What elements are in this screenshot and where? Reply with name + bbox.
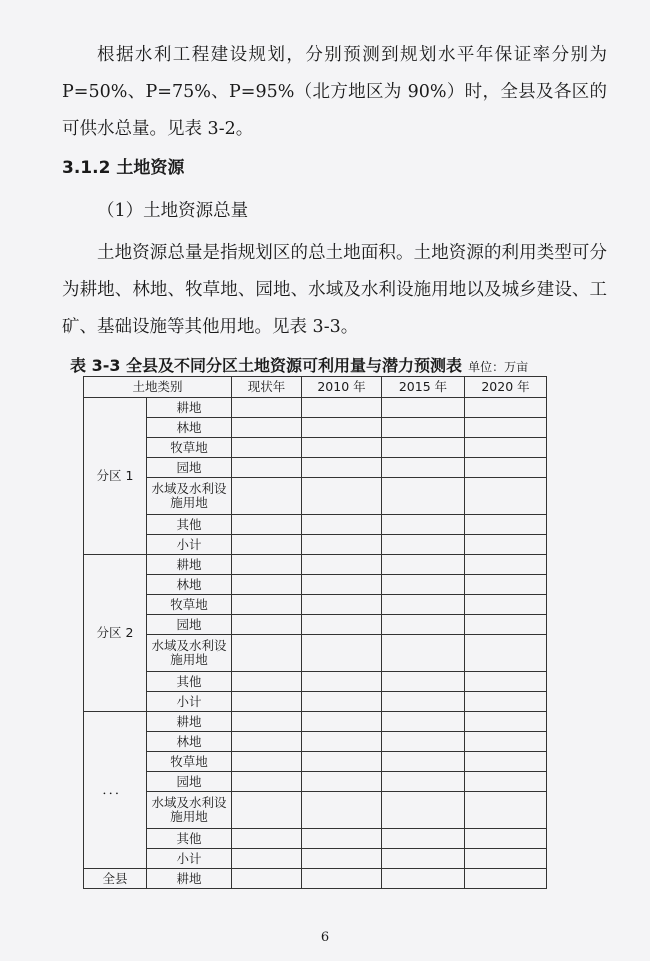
value-cell: [232, 555, 302, 575]
table-row: [84, 398, 547, 418]
value-cell: [302, 575, 382, 595]
value-cell: [232, 792, 302, 829]
value-cell: [302, 849, 382, 869]
header-col-2015: 2015 年: [382, 377, 465, 398]
land-type-label: 水域及水利设施用地: [147, 635, 232, 672]
value-cell: [465, 635, 547, 672]
value-cell: [465, 712, 547, 732]
value-cell: [465, 692, 547, 712]
value-cell: [232, 869, 302, 889]
land-type-label: 其他: [147, 672, 232, 692]
value-cell: [382, 398, 465, 418]
value-cell: [232, 418, 302, 438]
table-row: [84, 535, 547, 555]
table-unit: 单位：万亩: [468, 360, 529, 374]
value-cell: [465, 752, 547, 772]
value-cell: [232, 478, 302, 515]
value-cell: [232, 535, 302, 555]
land-type-label: 小计: [147, 849, 232, 869]
value-cell: [382, 458, 465, 478]
land-type-label: 耕地: [147, 712, 232, 732]
subsection-heading: （1）土地资源总量: [97, 201, 249, 221]
table-row: [84, 615, 547, 635]
header-col-current: 现状年: [232, 377, 302, 398]
land-type-label: 林地: [147, 575, 232, 595]
value-cell: [382, 849, 465, 869]
value-cell: [465, 398, 547, 418]
value-cell: [382, 792, 465, 829]
table-row: [84, 792, 547, 829]
land-type-label: 其他: [147, 515, 232, 535]
value-cell: [465, 869, 547, 889]
value-cell: [465, 575, 547, 595]
value-cell: [382, 595, 465, 615]
value-cell: [302, 418, 382, 438]
value-cell: [382, 478, 465, 515]
value-cell: [232, 829, 302, 849]
value-cell: [382, 418, 465, 438]
group-label: 分区 1: [84, 398, 147, 555]
value-cell: [465, 829, 547, 849]
land-type-label: 林地: [147, 732, 232, 752]
value-cell: [465, 772, 547, 792]
value-cell: [232, 575, 302, 595]
value-cell: [465, 458, 547, 478]
value-cell: [302, 438, 382, 458]
table-row: [84, 635, 547, 672]
land-type-label: 林地: [147, 418, 232, 438]
value-cell: [302, 555, 382, 575]
group-label: 分区 2: [84, 555, 147, 712]
value-cell: [302, 712, 382, 732]
value-cell: [465, 515, 547, 535]
header-col-2020: 2020 年: [465, 377, 547, 398]
value-cell: [302, 772, 382, 792]
header-land-type: 土地类别: [84, 377, 232, 398]
value-cell: [232, 515, 302, 535]
land-type-label: 其他: [147, 829, 232, 849]
value-cell: [465, 849, 547, 869]
land-type-label: 牧草地: [147, 752, 232, 772]
value-cell: [382, 555, 465, 575]
table-row: [84, 555, 547, 575]
value-cell: [302, 792, 382, 829]
land-type-label: 园地: [147, 772, 232, 792]
value-cell: [232, 615, 302, 635]
land-type-label: 耕地: [147, 555, 232, 575]
value-cell: [382, 535, 465, 555]
value-cell: [302, 535, 382, 555]
value-cell: [232, 752, 302, 772]
group-label: ．．．: [84, 712, 147, 869]
value-cell: [232, 635, 302, 672]
table-row: [84, 752, 547, 772]
table-row: [84, 595, 547, 615]
land-type-label: 水域及水利设施用地: [147, 792, 232, 829]
land-type-label: 园地: [147, 615, 232, 635]
value-cell: [232, 692, 302, 712]
table-caption-title: 表 3-3 全县及不同分区土地资源可利用量与潜力预测表: [70, 356, 463, 375]
table-row: [84, 732, 547, 752]
paragraph-land-resources: 土地资源总量是指规划区的总土地面积。土地资源的利用类型可分为耕地、林地、牧草地、园地、水域及水利设施用地以及城乡建设、工矿、基础设施等其他用地。见表 3-3。: [62, 243, 607, 337]
value-cell: [232, 849, 302, 869]
table-row: [84, 692, 547, 712]
value-cell: [302, 478, 382, 515]
value-cell: [302, 615, 382, 635]
value-cell: [465, 792, 547, 829]
section-heading: 3.1.2 土地资源: [62, 158, 185, 178]
value-cell: [465, 438, 547, 458]
value-cell: [382, 869, 465, 889]
table-row: [84, 515, 547, 535]
value-cell: [465, 535, 547, 555]
value-cell: [232, 458, 302, 478]
value-cell: [302, 635, 382, 672]
land-type-label: 水域及水利设施用地: [147, 478, 232, 515]
table-row: [84, 438, 547, 458]
value-cell: [382, 772, 465, 792]
value-cell: [382, 575, 465, 595]
group-label: 全县: [84, 869, 147, 889]
value-cell: [302, 515, 382, 535]
table-caption: [70, 353, 528, 376]
table-header-row: [84, 377, 547, 398]
value-cell: [232, 398, 302, 418]
page-number: 6: [320, 930, 330, 945]
land-type-label: 牧草地: [147, 595, 232, 615]
value-cell: [302, 752, 382, 772]
value-cell: [465, 732, 547, 752]
table-row: [84, 829, 547, 849]
table-row: [84, 478, 547, 515]
land-type-label: 耕地: [147, 869, 232, 889]
value-cell: [382, 712, 465, 732]
value-cell: [302, 458, 382, 478]
value-cell: [302, 732, 382, 752]
table-row: [84, 672, 547, 692]
table-row: [84, 849, 547, 869]
value-cell: [382, 692, 465, 712]
value-cell: [465, 615, 547, 635]
value-cell: [232, 595, 302, 615]
value-cell: [382, 635, 465, 672]
value-cell: [465, 478, 547, 515]
value-cell: [302, 595, 382, 615]
value-cell: [232, 672, 302, 692]
table-row: [84, 458, 547, 478]
value-cell: [382, 672, 465, 692]
value-cell: [465, 672, 547, 692]
value-cell: [382, 615, 465, 635]
value-cell: [232, 712, 302, 732]
table-row: [84, 418, 547, 438]
value-cell: [465, 595, 547, 615]
value-cell: [382, 438, 465, 458]
value-cell: [465, 555, 547, 575]
table-row: [84, 869, 547, 889]
value-cell: [302, 672, 382, 692]
value-cell: [382, 829, 465, 849]
land-type-label: 耕地: [147, 398, 232, 418]
land-type-label: 小计: [147, 692, 232, 712]
value-cell: [302, 692, 382, 712]
table-row: [84, 712, 547, 732]
land-type-label: 园地: [147, 458, 232, 478]
land-type-label: 小计: [147, 535, 232, 555]
value-cell: [302, 829, 382, 849]
header-col-2010: 2010 年: [302, 377, 382, 398]
table-row: [84, 772, 547, 792]
paragraph-water-supply: 根据水利工程建设规划，分别预测到规划水平年保证率分别为P=50%、P=75%、P=95%（北方地区为 90%）时，全县及各区的可供水总量。见表 3-2。: [62, 45, 607, 139]
value-cell: [232, 732, 302, 752]
table-row: [84, 575, 547, 595]
value-cell: [302, 398, 382, 418]
value-cell: [232, 772, 302, 792]
value-cell: [382, 732, 465, 752]
value-cell: [302, 869, 382, 889]
value-cell: [232, 438, 302, 458]
land-resources-table: [83, 376, 547, 889]
value-cell: [465, 418, 547, 438]
land-type-label: 牧草地: [147, 438, 232, 458]
value-cell: [382, 752, 465, 772]
value-cell: [382, 515, 465, 535]
